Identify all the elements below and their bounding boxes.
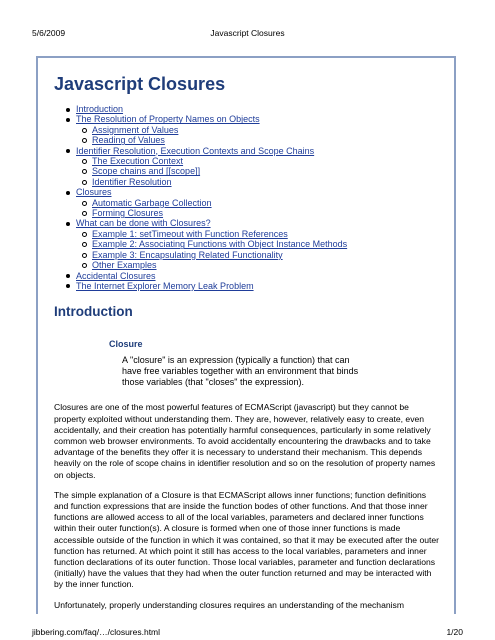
paragraph: Closures are one of the most powerful features of ECMAScript (javascript) but they cannot be property exploited without understanding them. They are, however, relatively easy to create, even accidentally, and their creation has potentially harmful consequences, particularly in some relatively common web browser environments. To avoid accidentally encountering the drawbacks and to take advantage of the benefits they offer it is necessary to understand their mechanism. This depends heavily on the role of scope chains in identifier resolution and so on the resolution of property names on objects. [54,402,436,480]
toc-link[interactable]: The Internet Explorer Memory Leak Problem [76,280,254,291]
toc-sublist [76,229,442,271]
toc-sublist [76,198,442,219]
toc-item [76,187,442,218]
toc-sublink[interactable]: Automatic Garbage Collection [92,197,212,208]
toc-link[interactable]: What can be done with Closures? [76,218,211,229]
toc-subitem [92,208,442,218]
toc-subitem [92,156,442,166]
toc-item [76,114,442,145]
article-content [54,72,442,611]
paragraph: The simple explanation of a Closure is that ECMAScript allows inner functions; function definitions and function expressions that are inside the function bodes of other functions. And that those inner functions are allowed access to all of the local variables, parameters and declared inner functions within their outer function(s). A closure is formed when one of those inner functions is made accessible outside of the function in which it was contained, so that it may be executed after the outer function has returned. At which point it still has access to the local variables, parameters and inner function declarations of its outer function. Those local variables, parameter and function declarations (initially) have the values that they had when the outer function returned and may be interacted with by the inner function. [54,489,440,590]
toc-link[interactable]: Closures [76,187,112,198]
definition-block [109,339,442,388]
page-number: 1/20 [446,627,463,637]
toc-subitem [92,125,442,135]
toc-item [76,218,442,270]
toc-sublist [76,156,442,187]
article-frame [36,56,456,614]
toc-sublink[interactable]: Example 3: Encapsulating Related Functionality [92,249,283,260]
toc-sublink[interactable]: The Execution Context [92,156,184,167]
toc-item [76,281,442,291]
toc-subitem [92,177,442,187]
toc-sublink[interactable]: Identifier Resolution [92,176,172,187]
toc-link[interactable]: Introduction [76,104,124,114]
print-title: Javascript Closures [210,28,285,38]
page-title: Javascript Closures [54,74,226,94]
toc-sublink[interactable]: Reading of Values [92,135,165,146]
paragraph: Unfortunately, properly understanding closures requires an understanding of the mechanism [54,599,404,610]
toc-sublink[interactable]: Forming Closures [92,208,164,219]
toc-sublist [76,125,442,146]
toc-subitem [92,260,442,270]
toc-subitem [92,198,442,208]
toc-item [76,146,442,188]
toc-subitem [92,239,442,249]
toc-link[interactable]: Accidental Closures [76,270,156,281]
toc-sublink[interactable]: Example 2: Associating Functions with Object Instance Methods [92,239,348,250]
toc-subitem [92,135,442,145]
definition-term: Closure [109,339,143,350]
toc-subitem [92,229,442,239]
toc-item [76,271,442,281]
print-date: 5/6/2009 [32,28,66,38]
definition-text: A "closure" is an expression (typically a function) that can have free variables together with an environment that binds those variables (that "closes" the expression). [122,355,359,388]
toc-item [76,104,442,114]
toc-sublink[interactable]: Other Examples [92,260,157,271]
section-heading: Introduction [54,304,133,320]
toc-link[interactable]: The Resolution of Property Names on Objects [76,114,260,125]
print-header [0,28,495,42]
toc-subitem [92,166,442,176]
toc-sublink[interactable]: Example 1: setTimeout with Function References [92,228,288,239]
table-of-contents [54,104,442,291]
toc-subitem [92,250,442,260]
toc-sublink[interactable]: Scope chains and [[scope]] [92,166,201,177]
print-url: jibbering.com/faq/…/closures.html [32,627,161,637]
toc-sublink[interactable]: Assignment of Values [92,124,179,135]
toc-link[interactable]: Identifier Resolution, Execution Contexts and Scope Chains [76,145,315,156]
